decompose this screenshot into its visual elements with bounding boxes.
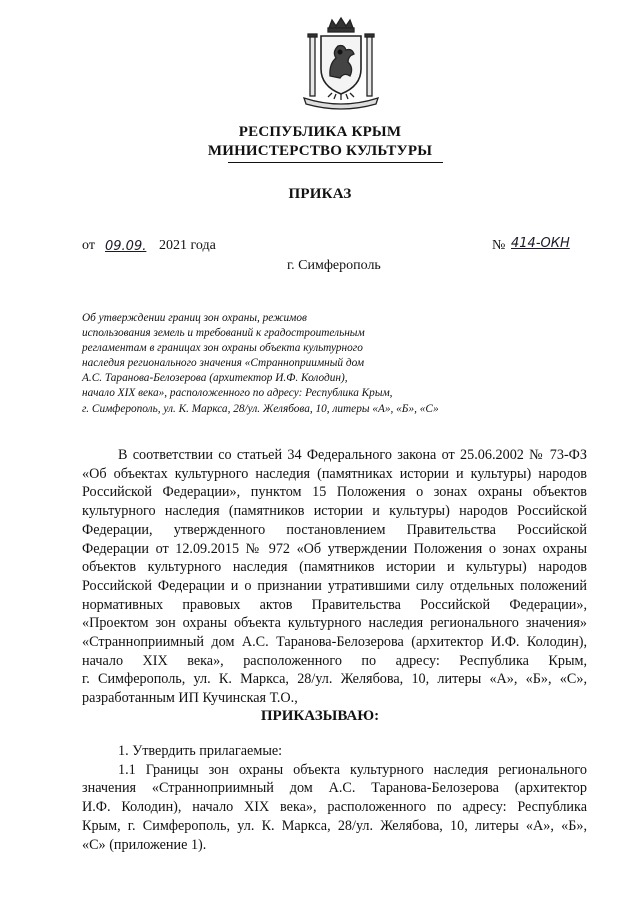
item-1-1-line: «С» (приложение 1). xyxy=(82,836,207,853)
subject-line: г. Симферополь, ул. К. Маркса, 28/ул. Желябова, 10, литеры «А», «Б», «С» xyxy=(82,402,439,415)
date-prefix: от xyxy=(82,238,95,253)
header-divider xyxy=(228,162,443,163)
subject-line: начало XIX века», расположенного по адресу: Республика Крым, xyxy=(82,387,393,400)
document-subject xyxy=(82,311,492,417)
preamble-line: В соответствии со статьей 34 Федерального закона от 25.06.2002 № 73-ФЗ xyxy=(118,447,587,463)
preamble-line: Российской Федерации», пунктом 15 Положения о зонах охраны объектов xyxy=(82,484,587,501)
preamble-line: разработанным ИП Кучинская Т.О., xyxy=(82,690,298,707)
document-type-title: ПРИКАЗ xyxy=(288,186,352,202)
item-1-1-line: Крым, г. Симферополь, ул. К. Маркса, 28/ул. Желябова, 10, литеры «А», «Б», xyxy=(82,817,587,834)
preamble-line: Российской Федерации и о признании утратившими силу отдельных положений xyxy=(82,577,587,594)
preamble-line: нормативных правовых актов Правительства Российской Федерации», xyxy=(82,596,587,613)
item-1-1-line: значения «Странноприимный дом А.С. Таранова-Белозерова (архитектор xyxy=(82,780,587,797)
preamble-line: «Проектом зон охраны объекта культурного наследия регионального значения» xyxy=(82,615,587,632)
date-handwritten: 09.09. xyxy=(105,239,147,254)
preamble-line: объектов культурного наследия (памятников истории и культуры) народов xyxy=(82,559,587,576)
order-items xyxy=(82,742,587,854)
preamble-line: Федерации, утвержденного постановлением Правительства Российской xyxy=(82,521,587,538)
preamble-line: «Об объектах культурного наследия (памятниках истории и культуры) народов xyxy=(82,465,587,482)
item-1-1-line: 1.1 Границы зон охраны объекта культурного наследия регионального xyxy=(118,761,587,778)
preamble-line: культурного наследия (памятников истории и культуры) народов Российской xyxy=(82,503,587,520)
subject-line: наследия регионального значения «Странноприимный дом xyxy=(82,357,365,370)
city: г. Симферополь xyxy=(287,258,381,273)
item-1-1-line: И.Ф. Колодин), начало XIX века», расположенного по адресу: Республика xyxy=(82,799,587,816)
org-line-ministry: МИНИСТЕРСТВО КУЛЬТУРЫ xyxy=(207,143,433,159)
preamble-line: «Странноприимный дом А.С. Таранова-Белозерова (архитектор И.Ф. Колодин), xyxy=(82,634,587,651)
date-year: 2021 года xyxy=(159,238,216,253)
preamble-paragraph xyxy=(82,446,587,708)
coat-of-arms-emblem xyxy=(296,14,386,112)
subject-line: Об утверждении границ зон охраны, режимов xyxy=(82,312,307,324)
subject-line: использования земель и требований к градостроительным xyxy=(82,327,365,340)
org-line-republic: РЕСПУБЛИКА КРЫМ xyxy=(238,124,402,140)
item-1: 1. Утвердить прилагаемые: xyxy=(118,743,283,759)
number-handwritten: 414-ОКН xyxy=(511,236,570,251)
order-heading: ПРИКАЗЫВАЮ: xyxy=(260,708,380,724)
preamble-line: начало XIX века», расположенного по адресу: Республика Крым, xyxy=(82,652,587,669)
preamble-line: Федерации от 12.09.2015 № 972 «Об утверждении Положения о зонах охраны xyxy=(82,540,587,557)
subject-line: регламентам в границах зон охраны объекта культурного xyxy=(82,342,363,355)
subject-line: А.С. Таранова-Белозерова (архитектор И.Ф. Колодин), xyxy=(82,372,348,385)
number-prefix: № xyxy=(492,238,506,253)
preamble-line: г. Симферополь, ул. К. Маркса, 28/ул. Желябова, 10, литеры «А», «Б», «С», xyxy=(82,671,587,688)
